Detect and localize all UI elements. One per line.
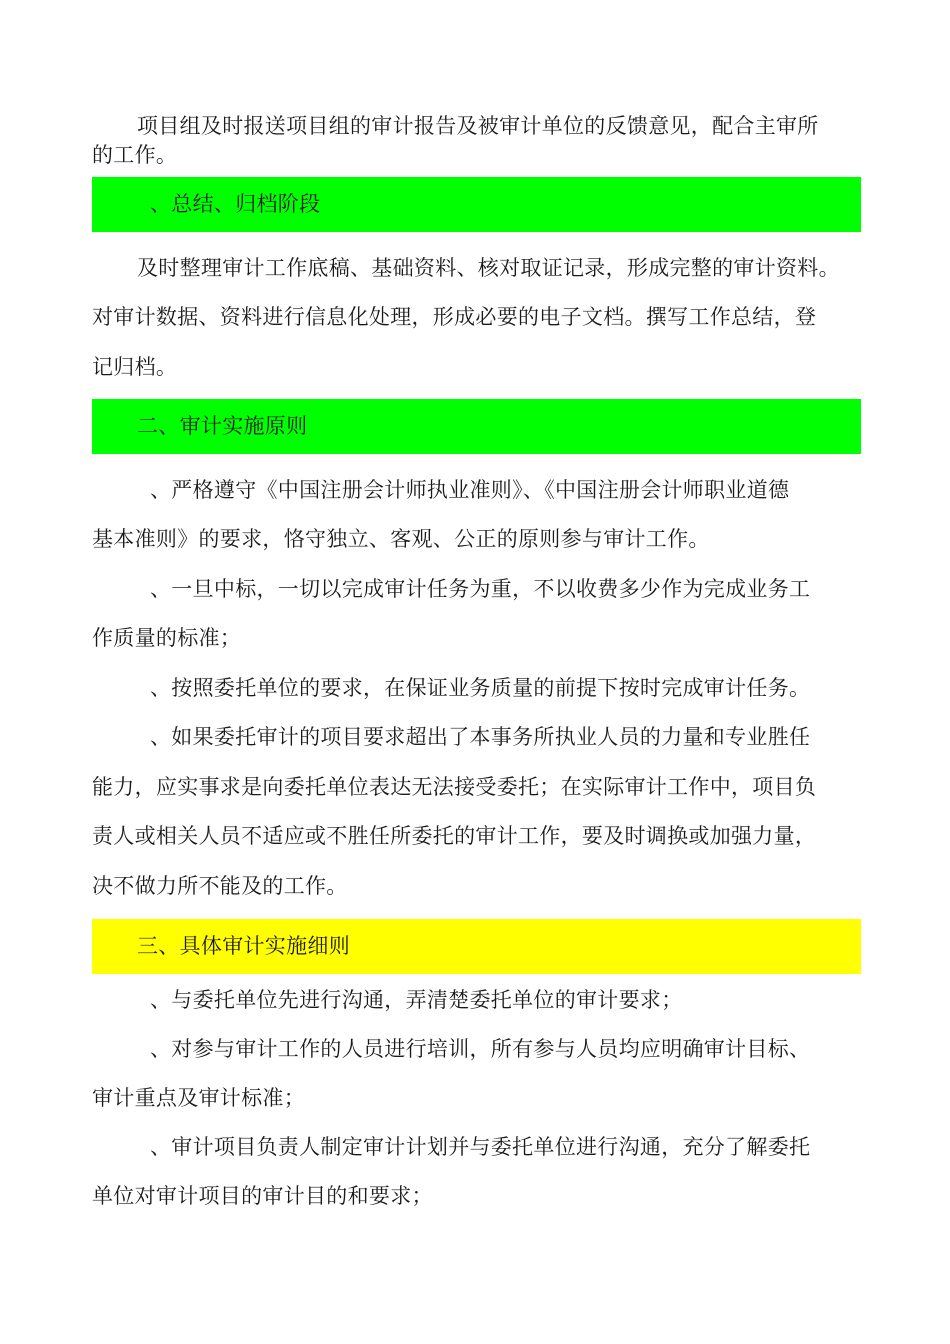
section-heading: 三、具体审计实施细则 [137, 934, 350, 958]
paragraph-line: 单位对审计项目的审计目的和要求； [92, 1184, 433, 1208]
paragraph-line: 、一旦中标，一切以完成审计任务为重，不以收费多少作为完成业务工 [150, 577, 811, 601]
paragraph-line: 、与委托单位先进行沟通，弄清楚委托单位的审计要求； [150, 988, 683, 1012]
paragraph-line: 项目组及时报送项目组的审计报告及被审计单位的反馈意见，配合主审所 [137, 114, 819, 138]
section-heading-band [92, 919, 861, 974]
paragraph-line: 、审计项目负责人制定审计计划并与委托单位进行沟通，充分了解委托 [150, 1135, 811, 1159]
paragraph-line: 对审计数据、资料进行信息化处理，形成必要的电子文档。撰写工作总结，登 [92, 305, 817, 329]
section-heading: 、总结、归档阶段 [150, 192, 321, 216]
paragraph-line: 、按照委托单位的要求，在保证业务质量的前提下按时完成审计任务。 [150, 676, 811, 700]
section-heading-band [92, 177, 861, 232]
paragraph-line: 的工作。 [92, 143, 178, 167]
paragraph-line: 审计重点及审计标准； [92, 1086, 305, 1110]
paragraph-line: 作质量的标准； [92, 626, 242, 650]
paragraph-line: 能力，应实事求是向委托单位表达无法接受委托；在实际审计工作中，项目负 [92, 775, 817, 799]
section-heading: 二、审计实施原则 [137, 414, 308, 438]
paragraph-line: 、严格遵守《中国注册会计师执业准则》、《中国注册会计师职业道德 [150, 478, 790, 502]
paragraph-line: 、如果委托审计的项目要求超出了本事务所执业人员的力量和专业胜任 [150, 725, 811, 749]
paragraph-line: 基本准则》的要求，恪守独立、客观、公正的原则参与审计工作。 [92, 527, 710, 551]
paragraph-line: 及时整理审计工作底稿、基础资料、核对取证记录，形成完整的审计资料。 [137, 256, 840, 280]
section-heading-band [92, 399, 861, 454]
paragraph-line: 、对参与审计工作的人员进行培训，所有参与人员均应明确审计目标、 [150, 1037, 811, 1061]
paragraph-line: 决不做力所不能及的工作。 [92, 874, 348, 898]
paragraph-line: 记归档。 [92, 355, 178, 379]
paragraph-line: 责人或相关人员不适应或不胜任所委托的审计工作，要及时调换或加强力量， [92, 824, 817, 848]
